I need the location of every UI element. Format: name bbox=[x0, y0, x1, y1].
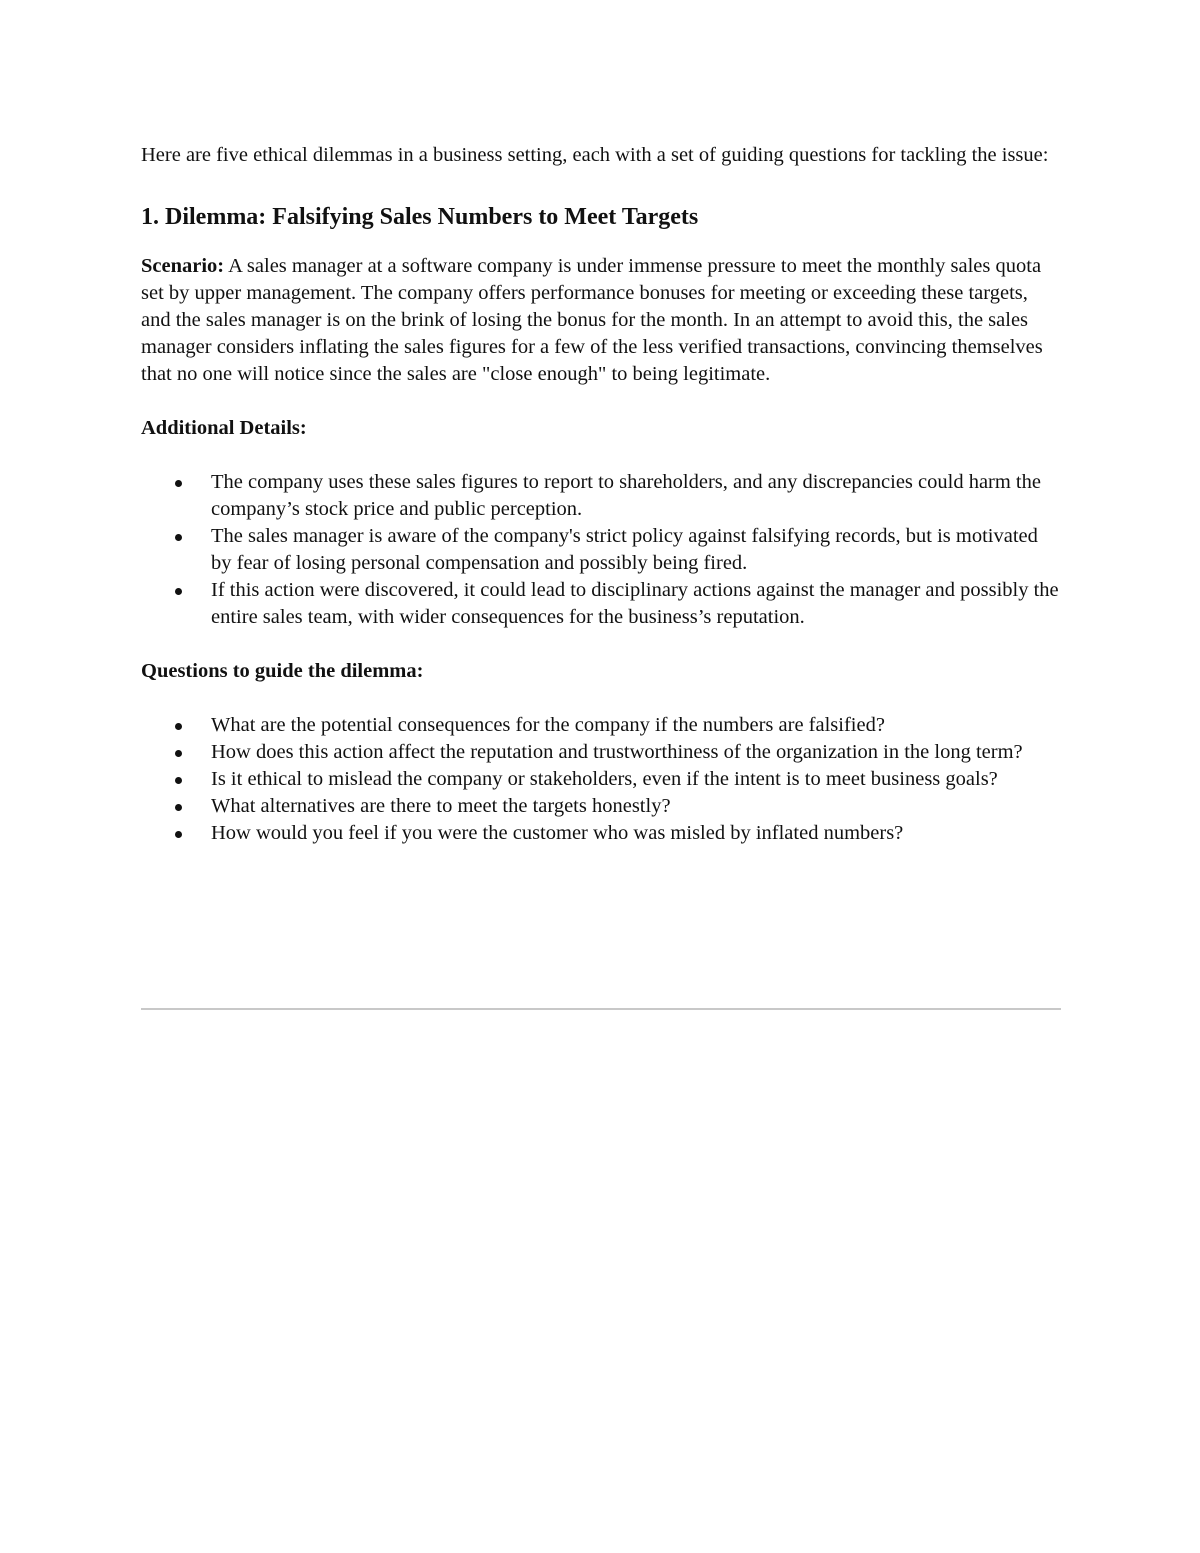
list-item bbox=[211, 739, 1061, 766]
questions-list bbox=[141, 712, 1061, 847]
bullet-icon bbox=[175, 750, 182, 757]
document-page bbox=[141, 142, 1061, 847]
list-item-text: What are the potential consequences for the company if the numbers are falsified? bbox=[211, 714, 885, 736]
scenario-paragraph bbox=[141, 253, 1061, 388]
bullet-icon bbox=[175, 480, 182, 487]
scenario-text: A sales manager at a software company is under immense pressure to meet the monthly sales quota set by upper management. The company offers performance bonuses for meeting or exceeding these targets, and the sales manager is on the brink of losing the bonus for the month. In an attempt to avoid this, the sales manager considers inflating the sales figures for a few of the less verified transactions, convincing themselves that no one will notice since the sales are "close enough" to being legitimate. bbox=[141, 255, 1043, 385]
bullet-icon bbox=[175, 804, 182, 811]
list-item bbox=[211, 793, 1061, 820]
horizontal-divider bbox=[141, 1008, 1061, 1010]
intro-paragraph: Here are five ethical dilemmas in a business setting, each with a set of guiding questions for tackling the issue: bbox=[141, 144, 1049, 166]
additional-details-heading: Additional Details: bbox=[141, 417, 307, 439]
list-item-text: How does this action affect the reputation and trustworthiness of the organization in the long term? bbox=[211, 741, 1023, 763]
list-item bbox=[211, 766, 1061, 793]
dilemma-heading: 1. Dilemma: Falsifying Sales Numbers to Meet Targets bbox=[141, 204, 699, 230]
list-item-text: The sales manager is aware of the company's strict policy against falsifying records, but is motivated by fear of losing personal compensation and possibly being fired. bbox=[211, 525, 1038, 574]
list-item bbox=[211, 469, 1061, 523]
list-item bbox=[211, 820, 1061, 847]
list-item-text: The company uses these sales figures to report to shareholders, and any discrepancies could harm the company’s stock price and public perception. bbox=[211, 471, 1041, 520]
list-item-text: What alternatives are there to meet the targets honestly? bbox=[211, 795, 671, 817]
list-item-text: Is it ethical to mislead the company or stakeholders, even if the intent is to meet business goals? bbox=[211, 768, 998, 790]
questions-heading: Questions to guide the dilemma: bbox=[141, 660, 424, 682]
details-list bbox=[141, 469, 1061, 631]
bullet-icon bbox=[175, 534, 182, 541]
list-item bbox=[211, 523, 1061, 577]
list-item bbox=[211, 577, 1061, 631]
list-item-text: If this action were discovered, it could lead to disciplinary actions against the manager and possibly the entire sales team, with wider consequences for the business’s reputation. bbox=[211, 579, 1059, 628]
list-item-text: How would you feel if you were the customer who was misled by inflated numbers? bbox=[211, 822, 904, 844]
bullet-icon bbox=[175, 723, 182, 730]
bullet-icon bbox=[175, 831, 182, 838]
scenario-label: Scenario: bbox=[141, 255, 225, 277]
bullet-icon bbox=[175, 588, 182, 595]
bullet-icon bbox=[175, 777, 182, 784]
list-item bbox=[211, 712, 1061, 739]
